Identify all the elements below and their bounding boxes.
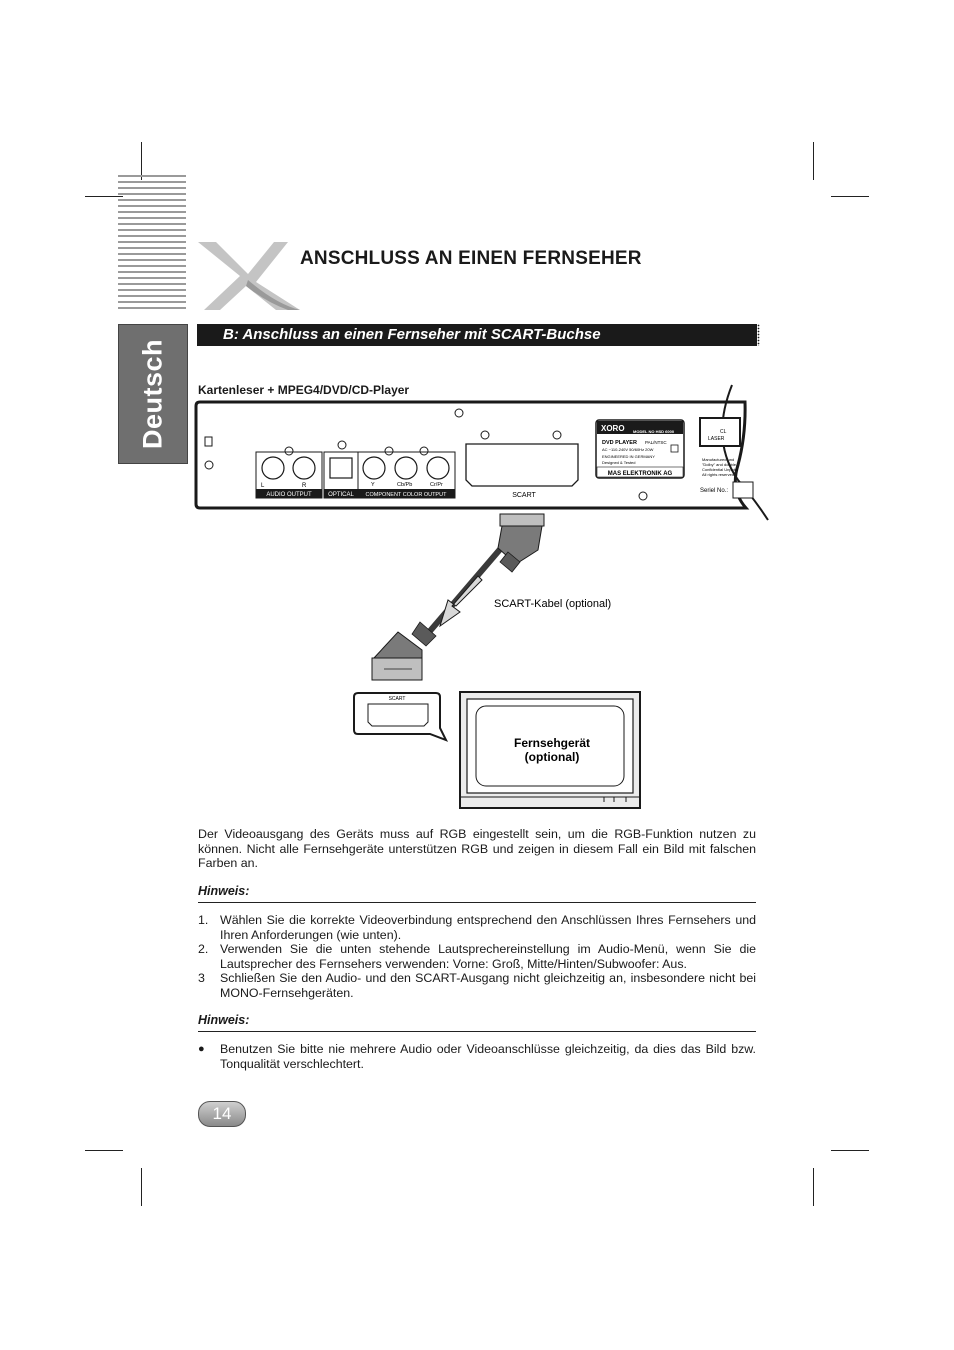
list-marker: 3 <box>198 971 205 985</box>
list-text: Verwenden Sie die unten stehende Lautsprechereinstellung im Audio-Menü, wenn Sie die Lautsprecher des Fernsehers verwenden: Vorne: Groß, Mitte/Hinten/Subwoofer: Aus. <box>220 942 756 971</box>
tv-label-line2: (optional) <box>524 750 580 764</box>
audio-output-label: AUDIO OUTPUT <box>266 492 312 498</box>
optical-label: OPTICAL <box>328 492 354 498</box>
dolby-line-3: Confidential Unpubli <box>702 467 738 472</box>
crop-mark <box>831 1150 869 1151</box>
crop-mark <box>813 1168 814 1206</box>
rear-panel <box>196 385 768 520</box>
language-tab-label: Deutsch <box>137 338 168 450</box>
plate-model: MODEL NO HSD 6000 <box>633 429 675 434</box>
logo-letter: X <box>249 279 251 281</box>
panel-scart-label: SCART <box>512 492 536 499</box>
crop-mark <box>813 142 814 180</box>
plate-designed: Designed & Tested <box>602 460 636 465</box>
tv-scart-socket <box>354 693 446 740</box>
serial-label: Seriel No.: <box>700 488 729 494</box>
section-title: B: Anschluss an einen Fernseher mit SCART-Buchse <box>223 326 601 343</box>
dolby-line-4: All rights reserved. <box>702 472 736 477</box>
hint-heading-1: Hinweis: <box>198 884 250 898</box>
page-title: ANSCHLUSS AN EINEN FERNSEHER <box>300 248 642 269</box>
cable-label: SCART-Kabel (optional) <box>494 598 612 610</box>
hint-heading-2: Hinweis: <box>198 1013 250 1027</box>
hint-rule-1 <box>198 902 756 903</box>
bullet-text: Benutzen Sie bitte nie mehrere Audio oder Videoanschlüsse gleichzeitig, da dies das Bild bzw. Tonqualität verschlechtert. <box>220 1042 756 1071</box>
language-tab <box>118 324 188 464</box>
list-marker: 2. <box>198 942 209 956</box>
xoro-x-logo <box>196 240 302 312</box>
hint-rule-2 <box>198 1031 756 1032</box>
list-item <box>198 942 756 972</box>
bullet-marker: ● <box>198 1043 205 1055</box>
plate-brand: XORO <box>601 424 625 433</box>
crop-mark <box>141 1168 142 1206</box>
section-bar-halftone <box>730 324 760 346</box>
crop-mark <box>831 196 869 197</box>
intro-paragraph: Der Videoausgang des Geräts muss auf RGB eingestellt sein, um die RGB-Funktion nutzen zu können. Nicht alle Fernsehgeräte unterstützen RGB und zeigen in diesem Fall ein Bild mit falschen Farben an. <box>198 827 756 870</box>
list-item <box>198 971 756 1001</box>
component-cb-label: Cb/Pb <box>397 482 413 488</box>
plate-pal-ntsc: PAL/NTSC <box>645 440 667 445</box>
bullet-item <box>198 1042 756 1072</box>
connection-diagram <box>190 380 770 820</box>
television <box>460 692 640 808</box>
plate-power: AC ~110-240V 50/60Hz 20W <box>602 447 654 452</box>
component-y-label: Y <box>371 482 375 488</box>
page-number: 14 <box>198 1101 246 1127</box>
audio-l-label: L <box>261 483 265 489</box>
list-text: Wählen Sie die korrekte Videoverbindung entsprechend den Anschlüssen Ihres Fernsehers und Ihren Anforderungen (wie unten). <box>220 913 756 942</box>
laser-label-2: LASER <box>708 436 725 442</box>
laser-label-1: CL <box>720 429 727 435</box>
tv-scart-label: SCART <box>388 696 406 702</box>
scart-cable <box>372 514 544 680</box>
audio-r-label: R <box>302 483 307 489</box>
plate-company: MAS ELEKTRONIK AG <box>607 471 673 477</box>
list-marker: 1. <box>198 913 209 927</box>
dolby-line-1: Manufactured und <box>702 457 735 462</box>
list-text: Schließen Sie den Audio- und den SCART-Ausgang nicht gleichzeitig an, insbesondere nicht bei MONO-Fernsehgeräten. <box>220 971 756 1000</box>
section-header <box>197 324 757 346</box>
tv-label-line1: Fernsehgerät <box>513 736 591 750</box>
component-output-label: COMPONENT COLOR OUTPUT <box>365 492 447 498</box>
dolby-line-2: "Dolby" and double- <box>702 462 738 467</box>
crop-mark <box>85 1150 123 1151</box>
component-cr-label: Cr/Pr <box>430 482 443 488</box>
plate-engineered: ENGINEERED IN GERMANY <box>602 454 655 459</box>
plate-dvd-player: DVD PLAYER <box>602 440 637 446</box>
list-item <box>198 913 756 943</box>
crop-mark <box>85 196 123 197</box>
device-label: Kartenleser + MPEG4/DVD/CD-Player <box>198 383 410 397</box>
